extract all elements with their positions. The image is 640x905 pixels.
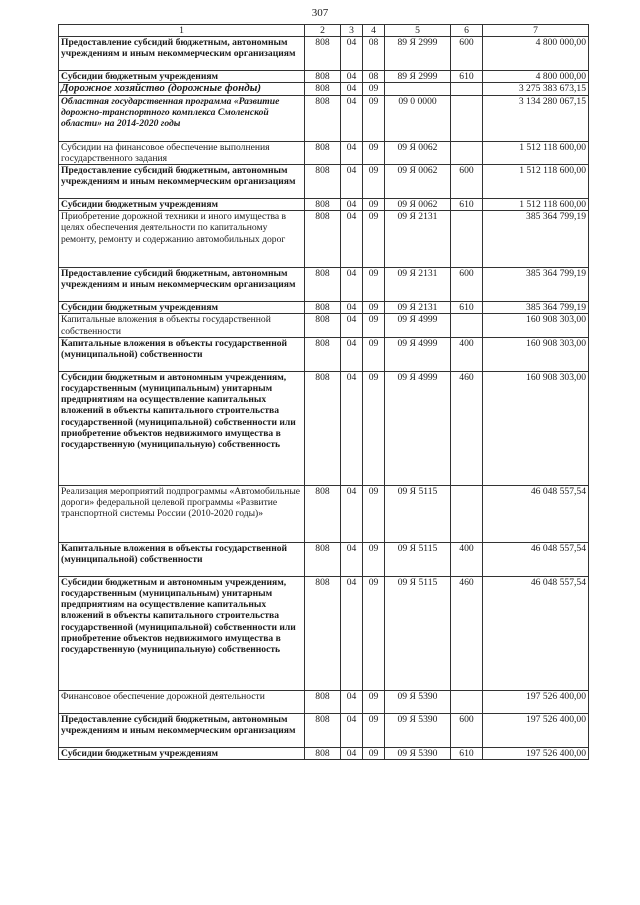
table-row bbox=[59, 199, 589, 211]
row-target-article-cell: 09 Я 4999 bbox=[385, 371, 451, 485]
row-subsection-cell: 09 bbox=[363, 95, 385, 141]
row-code-cell: 808 bbox=[305, 747, 341, 759]
row-section-cell: 04 bbox=[341, 199, 363, 211]
row-amount-cell: 160 908 303,00 bbox=[483, 314, 589, 337]
row-subsection-cell: 09 bbox=[363, 542, 385, 576]
row-target-article-cell: 09 Я 0062 bbox=[385, 199, 451, 211]
row-section-cell: 04 bbox=[341, 141, 363, 164]
row-expense-type-cell: 460 bbox=[451, 576, 483, 690]
row-name-cell: Субсидии на финансовое обеспечение выполнения государственного задания bbox=[59, 141, 305, 164]
row-subsection-cell: 09 bbox=[363, 371, 385, 485]
row-code-cell: 808 bbox=[305, 95, 341, 141]
header-cell: 7 bbox=[483, 25, 589, 37]
row-amount-cell: 1 512 118 600,00 bbox=[483, 141, 589, 164]
row-target-article-cell: 09 Я 5115 bbox=[385, 576, 451, 690]
row-expense-type-cell: 610 bbox=[451, 302, 483, 314]
row-section-cell: 04 bbox=[341, 337, 363, 371]
row-subsection-cell: 09 bbox=[363, 690, 385, 713]
row-amount-cell: 1 512 118 600,00 bbox=[483, 199, 589, 211]
row-amount-cell: 46 048 557,54 bbox=[483, 576, 589, 690]
row-target-article-cell: 09 Я 0062 bbox=[385, 165, 451, 199]
table-row bbox=[59, 71, 589, 83]
row-target-article-cell: 09 Я 5390 bbox=[385, 713, 451, 747]
row-amount-cell: 3 275 383 673,15 bbox=[483, 83, 589, 95]
row-name-cell: Субсидии бюджетным и автономным учреждениям, государственным (муниципальным) унитарным предприятиям на осуществление капитальных вложений в объекты капитального строительства государственной (муниципальной) собственности или приобретение объектов недвижимого имущества в государственную (муниципальную) собственность bbox=[59, 576, 305, 690]
row-target-article-cell: 89 Я 2999 bbox=[385, 37, 451, 71]
row-amount-cell: 4 800 000,00 bbox=[483, 37, 589, 71]
row-expense-type-cell: 600 bbox=[451, 713, 483, 747]
row-subsection-cell: 08 bbox=[363, 37, 385, 71]
row-target-article-cell: 09 Я 0062 bbox=[385, 141, 451, 164]
row-section-cell: 04 bbox=[341, 302, 363, 314]
row-amount-cell: 46 048 557,54 bbox=[483, 542, 589, 576]
row-section-cell: 04 bbox=[341, 542, 363, 576]
table-row bbox=[59, 95, 589, 141]
row-amount-cell: 160 908 303,00 bbox=[483, 337, 589, 371]
header-row bbox=[59, 25, 589, 37]
table-row bbox=[59, 314, 589, 337]
row-name-cell: Субсидии бюджетным учреждениям bbox=[59, 71, 305, 83]
row-expense-type-cell bbox=[451, 314, 483, 337]
row-section-cell: 04 bbox=[341, 371, 363, 485]
table-row bbox=[59, 141, 589, 164]
row-subsection-cell: 09 bbox=[363, 211, 385, 268]
table-row bbox=[59, 371, 589, 485]
row-name-cell: Предоставление субсидий бюджетным, автономным учреждениям и иным некоммерческим организациям bbox=[59, 165, 305, 199]
table-row bbox=[59, 268, 589, 302]
row-subsection-cell: 09 bbox=[363, 485, 385, 542]
row-section-cell: 04 bbox=[341, 165, 363, 199]
table-row bbox=[59, 165, 589, 199]
row-amount-cell: 385 364 799,19 bbox=[483, 211, 589, 268]
row-amount-cell: 197 526 400,00 bbox=[483, 690, 589, 713]
row-section-cell: 04 bbox=[341, 95, 363, 141]
row-code-cell: 808 bbox=[305, 485, 341, 542]
header-cell: 4 bbox=[363, 25, 385, 37]
table-row bbox=[59, 576, 589, 690]
table-row bbox=[59, 337, 589, 371]
row-section-cell: 04 bbox=[341, 314, 363, 337]
row-name-cell: Субсидии бюджетным учреждениям bbox=[59, 747, 305, 759]
table-row bbox=[59, 690, 589, 713]
row-target-article-cell: 09 0 0000 bbox=[385, 95, 451, 141]
row-subsection-cell: 09 bbox=[363, 165, 385, 199]
row-expense-type-cell bbox=[451, 141, 483, 164]
row-subsection-cell: 09 bbox=[363, 337, 385, 371]
header-cell: 5 bbox=[385, 25, 451, 37]
table-row bbox=[59, 211, 589, 268]
row-target-article-cell bbox=[385, 83, 451, 95]
row-subsection-cell: 09 bbox=[363, 747, 385, 759]
row-target-article-cell: 09 Я 5115 bbox=[385, 485, 451, 542]
row-code-cell: 808 bbox=[305, 337, 341, 371]
row-section-cell: 04 bbox=[341, 71, 363, 83]
row-code-cell: 808 bbox=[305, 713, 341, 747]
row-target-article-cell: 09 Я 5390 bbox=[385, 690, 451, 713]
row-target-article-cell: 09 Я 2131 bbox=[385, 302, 451, 314]
table-row bbox=[59, 747, 589, 759]
row-target-article-cell: 09 Я 4999 bbox=[385, 337, 451, 371]
row-name-cell: Финансовое обеспечение дорожной деятельности bbox=[59, 690, 305, 713]
header-cell: 1 bbox=[59, 25, 305, 37]
row-amount-cell: 197 526 400,00 bbox=[483, 747, 589, 759]
row-name-cell: Предоставление субсидий бюджетным, автономным учреждениям и иным некоммерческим организациям bbox=[59, 713, 305, 747]
row-target-article-cell: 09 Я 4999 bbox=[385, 314, 451, 337]
row-amount-cell: 160 908 303,00 bbox=[483, 371, 589, 485]
row-expense-type-cell: 610 bbox=[451, 747, 483, 759]
row-subsection-cell: 09 bbox=[363, 713, 385, 747]
row-amount-cell: 1 512 118 600,00 bbox=[483, 165, 589, 199]
row-name-cell: Субсидии бюджетным учреждениям bbox=[59, 302, 305, 314]
row-subsection-cell: 09 bbox=[363, 199, 385, 211]
row-code-cell: 808 bbox=[305, 71, 341, 83]
row-amount-cell: 197 526 400,00 bbox=[483, 713, 589, 747]
row-code-cell: 808 bbox=[305, 199, 341, 211]
row-expense-type-cell: 600 bbox=[451, 268, 483, 302]
row-code-cell: 808 bbox=[305, 542, 341, 576]
row-target-article-cell: 09 Я 2131 bbox=[385, 211, 451, 268]
row-expense-type-cell: 460 bbox=[451, 371, 483, 485]
row-section-cell: 04 bbox=[341, 83, 363, 95]
row-target-article-cell: 09 Я 5115 bbox=[385, 542, 451, 576]
row-subsection-cell: 09 bbox=[363, 141, 385, 164]
row-code-cell: 808 bbox=[305, 576, 341, 690]
row-name-cell: Приобретение дорожной техники и иного имущества в целях обеспечения деятельности по капитальному ремонту, ремонту и содержанию автомобильных дорог bbox=[59, 211, 305, 268]
row-code-cell: 808 bbox=[305, 83, 341, 95]
row-subsection-cell: 09 bbox=[363, 83, 385, 95]
row-code-cell: 808 bbox=[305, 314, 341, 337]
row-subsection-cell: 09 bbox=[363, 302, 385, 314]
row-expense-type-cell: 400 bbox=[451, 542, 483, 576]
row-target-article-cell: 09 Я 5390 bbox=[385, 747, 451, 759]
row-expense-type-cell: 610 bbox=[451, 71, 483, 83]
row-expense-type-cell bbox=[451, 95, 483, 141]
row-name-cell: Капитальные вложения в объекты государственной собственности bbox=[59, 314, 305, 337]
row-expense-type-cell bbox=[451, 690, 483, 713]
row-amount-cell: 4 800 000,00 bbox=[483, 71, 589, 83]
row-name-cell: Капитальные вложения в объекты государственной (муниципальной) собственности bbox=[59, 542, 305, 576]
row-name-cell: Субсидии бюджетным и автономным учреждениям, государственным (муниципальным) унитарным предприятиям на осуществление капитальных вложений в объекты капитального строительства государственной (муниципальной) собственности или приобретение объектов недвижимого имущества в государственную (муниципальную) собственность bbox=[59, 371, 305, 485]
row-section-cell: 04 bbox=[341, 713, 363, 747]
row-name-cell: Дорожное хозяйство (дорожные фонды) bbox=[59, 83, 305, 95]
row-section-cell: 04 bbox=[341, 576, 363, 690]
row-name-cell: Предоставление субсидий бюджетным, автономным учреждениям и иным некоммерческим организациям bbox=[59, 37, 305, 71]
row-section-cell: 04 bbox=[341, 485, 363, 542]
row-amount-cell: 46 048 557,54 bbox=[483, 485, 589, 542]
row-code-cell: 808 bbox=[305, 165, 341, 199]
row-expense-type-cell: 610 bbox=[451, 199, 483, 211]
row-code-cell: 808 bbox=[305, 371, 341, 485]
row-name-cell: Субсидии бюджетным учреждениям bbox=[59, 199, 305, 211]
row-expense-type-cell: 600 bbox=[451, 165, 483, 199]
row-target-article-cell: 09 Я 2131 bbox=[385, 268, 451, 302]
row-section-cell: 04 bbox=[341, 268, 363, 302]
row-name-cell: Областная государственная программа «Развитие дорожно-транспортного комплекса Смоленской области» на 2014-2020 годы bbox=[59, 95, 305, 141]
row-section-cell: 04 bbox=[341, 37, 363, 71]
row-subsection-cell: 09 bbox=[363, 314, 385, 337]
row-name-cell: Предоставление субсидий бюджетным, автономным учреждениям и иным некоммерческим организациям bbox=[59, 268, 305, 302]
table-row bbox=[59, 83, 589, 95]
row-target-article-cell: 89 Я 2999 bbox=[385, 71, 451, 83]
table-row bbox=[59, 713, 589, 747]
table-row bbox=[59, 485, 589, 542]
row-section-cell: 04 bbox=[341, 211, 363, 268]
row-code-cell: 808 bbox=[305, 690, 341, 713]
row-amount-cell: 385 364 799,19 bbox=[483, 302, 589, 314]
row-section-cell: 04 bbox=[341, 747, 363, 759]
row-code-cell: 808 bbox=[305, 37, 341, 71]
row-code-cell: 808 bbox=[305, 141, 341, 164]
table-row bbox=[59, 37, 589, 71]
row-expense-type-cell bbox=[451, 83, 483, 95]
row-code-cell: 808 bbox=[305, 268, 341, 302]
row-code-cell: 808 bbox=[305, 302, 341, 314]
header-cell: 2 bbox=[305, 25, 341, 37]
row-expense-type-cell: 600 bbox=[451, 37, 483, 71]
row-code-cell: 808 bbox=[305, 211, 341, 268]
budget-table bbox=[58, 24, 589, 760]
row-amount-cell: 385 364 799,19 bbox=[483, 268, 589, 302]
row-subsection-cell: 09 bbox=[363, 268, 385, 302]
row-subsection-cell: 08 bbox=[363, 71, 385, 83]
row-expense-type-cell bbox=[451, 211, 483, 268]
row-subsection-cell: 09 bbox=[363, 576, 385, 690]
table-row bbox=[59, 302, 589, 314]
row-expense-type-cell bbox=[451, 485, 483, 542]
row-expense-type-cell: 400 bbox=[451, 337, 483, 371]
header-cell: 3 bbox=[341, 25, 363, 37]
table-row bbox=[59, 542, 589, 576]
row-section-cell: 04 bbox=[341, 690, 363, 713]
row-name-cell: Реализация мероприятий подпрограммы «Автомобильные дороги» федеральной целевой программы «Развитие транспортной системы России (2010-2020 годы)» bbox=[59, 485, 305, 542]
row-amount-cell: 3 134 280 067,15 bbox=[483, 95, 589, 141]
header-cell: 6 bbox=[451, 25, 483, 37]
row-name-cell: Капитальные вложения в объекты государственной (муниципальной) собственности bbox=[59, 337, 305, 371]
page-number: 307 bbox=[311, 7, 329, 19]
